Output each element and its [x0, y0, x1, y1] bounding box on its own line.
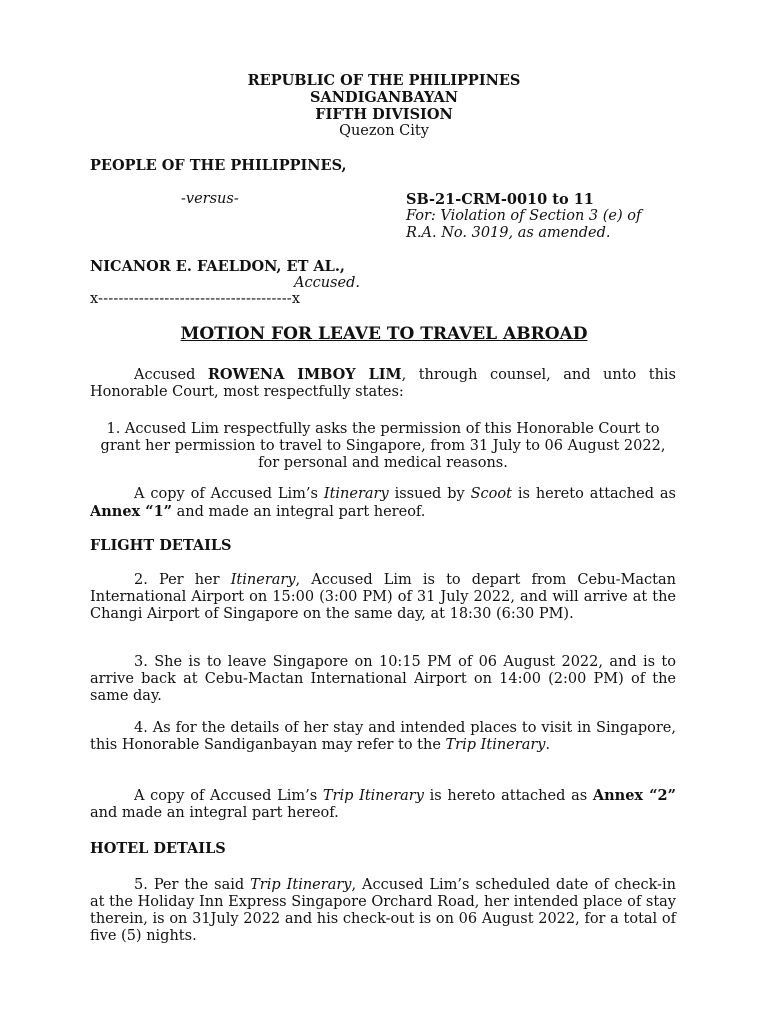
- violation-line-2: R.A. No. 3019, as amended.: [406, 225, 611, 241]
- header-division: FIFTH DIVISION: [315, 106, 453, 123]
- accused-label: Accused.: [294, 275, 360, 291]
- case-number: SB-21-CRM-0010 to 11: [406, 191, 594, 208]
- versus-label: -versus-: [181, 191, 239, 207]
- header-republic: REPUBLIC OF THE PHILIPPINES: [247, 72, 521, 89]
- caption-separator: x--------------------------------------x: [90, 291, 301, 307]
- paragraph-5: 5. Per the said Trip Itinerary, Accused Lim’s scheduled date of check-in at the Holiday Inn Express Singapore Orchard Road, her intended place of stay therein, is on 31July 2022 and his check-out is on 06 August 2022, for a total of five (5) nights.: [90, 877, 676, 944]
- document-title: MOTION FOR LEAVE TO TRAVEL ABROAD: [180, 324, 588, 344]
- paragraph-2: 2. Per her Itinerary, Accused Lim is to depart from Cebu-Mactan International Airport on 15:00 (3:00 PM) of 31 July 2022, and will arrive at the Changi Airport of Singapore on the same day, at 18:30 (6:30 PM).: [90, 572, 676, 622]
- paragraph-3: 3. She is to leave Singapore on 10:15 PM of 06 August 2022, and is to arrive back at Cebu-Mactan International Airport on 14:00 (2:00 PM) of the same day.: [90, 654, 676, 704]
- court-header: [0, 72, 768, 140]
- header-city: Quezon City: [339, 123, 429, 139]
- intro-paragraph: Accused ROWENA IMBOY LIM, through counsel, and unto this Honorable Court, most respectfully states:: [90, 366, 676, 400]
- paragraph-1: 1. Accused Lim respectfully asks the permission of this Honorable Court to grant her permission to travel to Singapore, from 31 July to 06 August 2022, for personal and medical reasons.: [100, 421, 666, 471]
- plaintiff: PEOPLE OF THE PHILIPPINES,: [90, 157, 347, 174]
- annex-2-paragraph: A copy of Accused Lim’s Trip Itinerary is hereto attached as Annex “2” and made an integral part hereof.: [90, 787, 676, 821]
- hotel-details-heading: HOTEL DETAILS: [90, 840, 226, 857]
- annex-1-paragraph: A copy of Accused Lim’s Itinerary issued by Scoot is hereto attached as Annex “1” and made an integral part hereof.: [90, 486, 676, 520]
- accused-name: NICANOR E. FAELDON, ET AL.,: [90, 258, 345, 275]
- flight-details-heading: FLIGHT DETAILS: [90, 537, 232, 554]
- violation-line-1: For: Violation of Section 3 (e) of: [406, 208, 642, 224]
- paragraph-4: 4. As for the details of her stay and intended places to visit in Singapore, this Honorable Sandiganbayan may refer to the Trip Itinerary.: [90, 720, 676, 753]
- header-court: SANDIGANBAYAN: [310, 89, 458, 106]
